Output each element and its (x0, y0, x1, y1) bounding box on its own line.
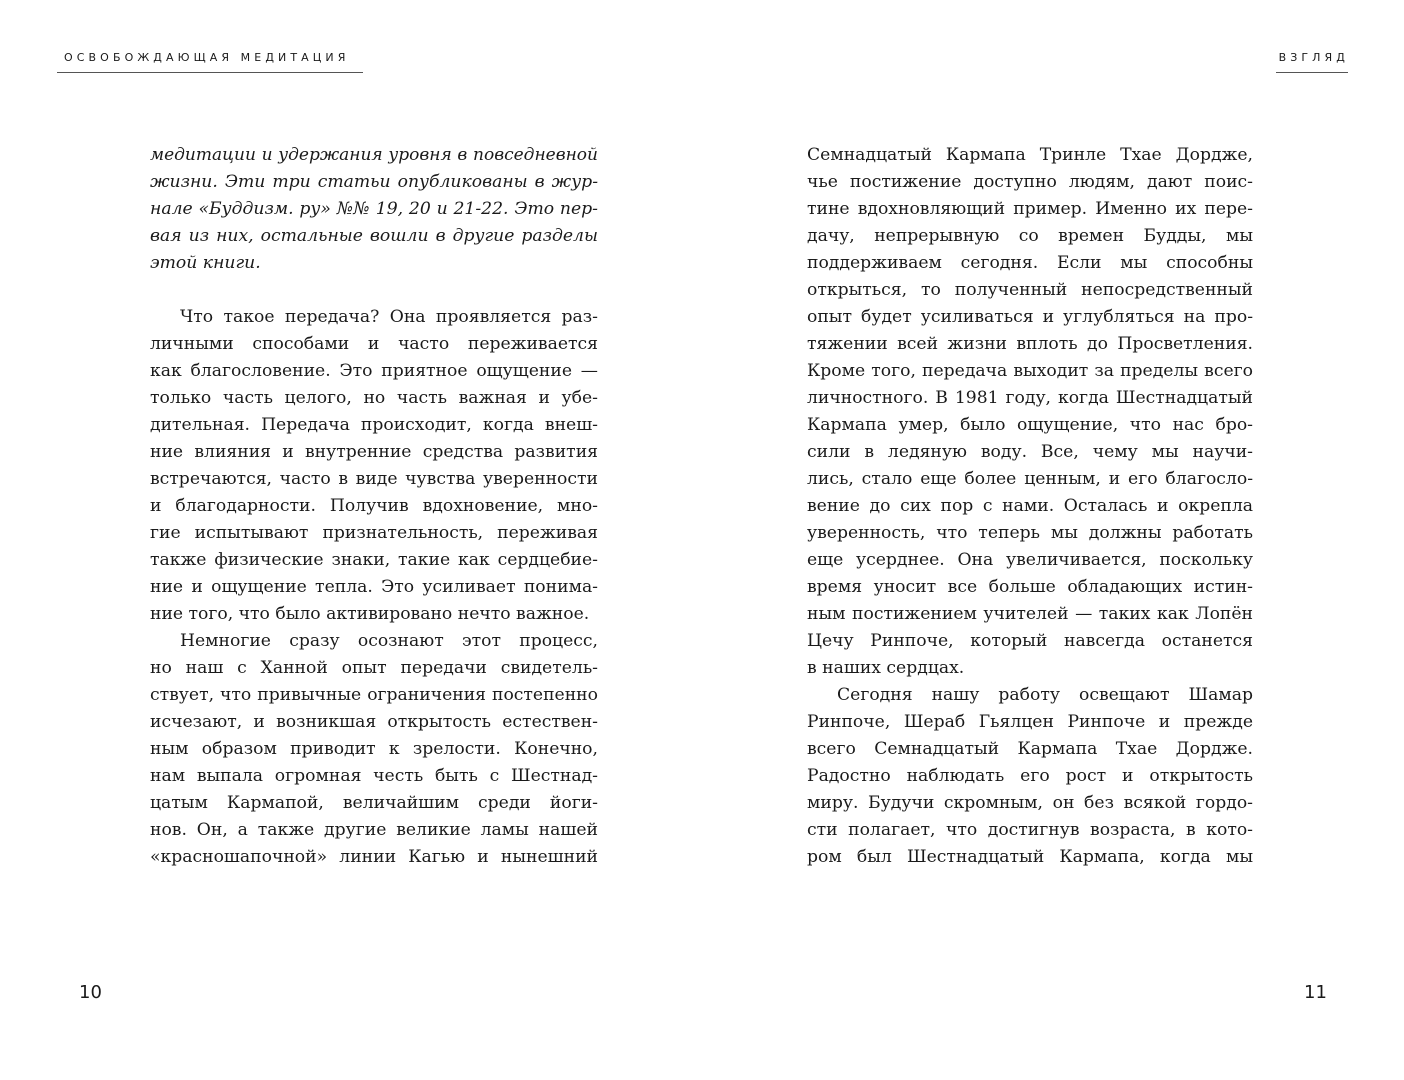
text-line: уверенность, что теперь мы должны работать (807, 523, 1253, 543)
text-line: всего Семнадцатый Кармапа Тхае Дордже. (807, 739, 1253, 759)
page-number-right: 11 (1304, 982, 1327, 1003)
text-line: медитации и удержания уровня в повседневной (150, 145, 598, 165)
text-line: личными способами и часто переживается (150, 334, 598, 354)
text-line: Ринпоче, Шераб Гьялцен Ринпоче и прежде (807, 712, 1253, 732)
text-line: жизни. Эти три статьи опубликованы в жур- (150, 172, 598, 192)
text-line: Семнадцатый Кармапа Тринле Тхае Дордже, (807, 145, 1253, 165)
text-line: тине вдохновляющий пример. Именно их пере- (807, 199, 1253, 219)
text-line: также физические знаки, такие как сердцебие- (150, 550, 598, 570)
text-line: вая из них, остальные вошли в другие разделы (150, 226, 598, 246)
text-line: ние и ощущение тепла. Это усиливает понима- (150, 577, 598, 597)
text-line: чье постижение доступно людям, дают поис- (807, 172, 1253, 192)
text-line: сили в ледяную воду. Все, чему мы научи- (807, 442, 1253, 462)
text-line: Сегодня нашу работу освещают Шамар (837, 685, 1253, 705)
text-line: как благословение. Это приятное ощущение — (150, 361, 598, 381)
text-line: исчезают, и возникшая открытость естествен- (150, 712, 598, 732)
text-line: опыт будет усиливаться и углубляться на про- (807, 307, 1253, 327)
text-line: дительная. Передача происходит, когда внеш- (150, 415, 598, 435)
text-line: ние того, что было активировано нечто важное. (150, 604, 590, 624)
text-line: еще усерднее. Она увеличивается, поскольку (807, 550, 1253, 570)
text-line: Что такое передача? Она проявляется раз- (180, 307, 598, 327)
text-line: личностного. В 1981 году, когда Шестнадцатый (807, 388, 1253, 408)
text-line: лись, стало еще более ценным, и его благосло- (807, 469, 1253, 489)
text-line: Кармапа умер, было ощущение, что нас бро- (807, 415, 1253, 435)
text-line: тяжении всей жизни вплоть до Просветления. (807, 334, 1253, 354)
page-number-left: 10 (79, 982, 102, 1003)
text-line: время уносит все больше обладающих истин- (807, 577, 1253, 597)
text-line: открыться, то полученный непосредственный (807, 280, 1253, 300)
text-line: поддерживаем сегодня. Если мы способны (807, 253, 1253, 273)
header-rule-left (57, 72, 363, 73)
text-line: Немногие сразу осознают этот процесс, (180, 631, 598, 651)
text-line: Цечу Ринпоче, который навсегда останется (807, 631, 1253, 651)
text-line: сти полагает, что достигнув возраста, в кото- (807, 820, 1253, 840)
text-line: ние влияния и внутренние средства развития (150, 442, 598, 462)
text-line: миру. Будучи скромным, он без всякой гордо- (807, 793, 1253, 813)
text-line: в наших сердцах. (807, 658, 965, 678)
text-line: встречаются, часто в виде чувства уверенности (150, 469, 598, 489)
text-line: ром был Шестнадцатый Кармапа, когда мы (807, 847, 1253, 867)
text-line: но наш с Ханной опыт передачи свидетель- (150, 658, 598, 678)
text-line: только часть целого, но часть важная и убе- (150, 388, 598, 408)
running-head-right: ВЗГЛЯД (1278, 51, 1349, 64)
text-line: «красношапочной» линии Кагью и нынешний (150, 847, 598, 867)
left-intro-italic (150, 142, 598, 277)
text-line: нале «Буддизм. ру» №№ 19, 20 и 21-22. Это пер- (150, 199, 598, 219)
text-line: цатым Кармапой, величайшим среди йоги- (150, 793, 598, 813)
text-line: ным образом приводит к зрелости. Конечно, (150, 739, 598, 759)
text-line: и благодарности. Получив вдохновение, мно- (150, 496, 598, 516)
text-line: гие испытывают признательность, переживая (150, 523, 598, 543)
text-line: нов. Он, а также другие великие ламы нашей (150, 820, 598, 840)
header-rule-right (1276, 72, 1348, 73)
right-body-text (807, 142, 1253, 871)
text-line: Кроме того, передача выходит за пределы всего (807, 361, 1253, 381)
text-line: нам выпала огромная честь быть с Шестнад- (150, 766, 598, 786)
text-line: дачу, непрерывную со времен Будды, мы (807, 226, 1253, 246)
left-body-text (150, 304, 598, 871)
running-head-left: ОСВОБОЖДАЮЩАЯ МЕДИТАЦИЯ (64, 51, 350, 64)
text-line: Радостно наблюдать его рост и открытость (807, 766, 1253, 786)
text-line: ным постижением учителей — таких как Лопён (807, 604, 1253, 624)
text-line: ствует, что привычные ограничения постепенно (150, 685, 598, 705)
text-line: этой книги. (150, 253, 261, 273)
text-line: вение до сих пор с нами. Осталась и окрепла (807, 496, 1253, 516)
